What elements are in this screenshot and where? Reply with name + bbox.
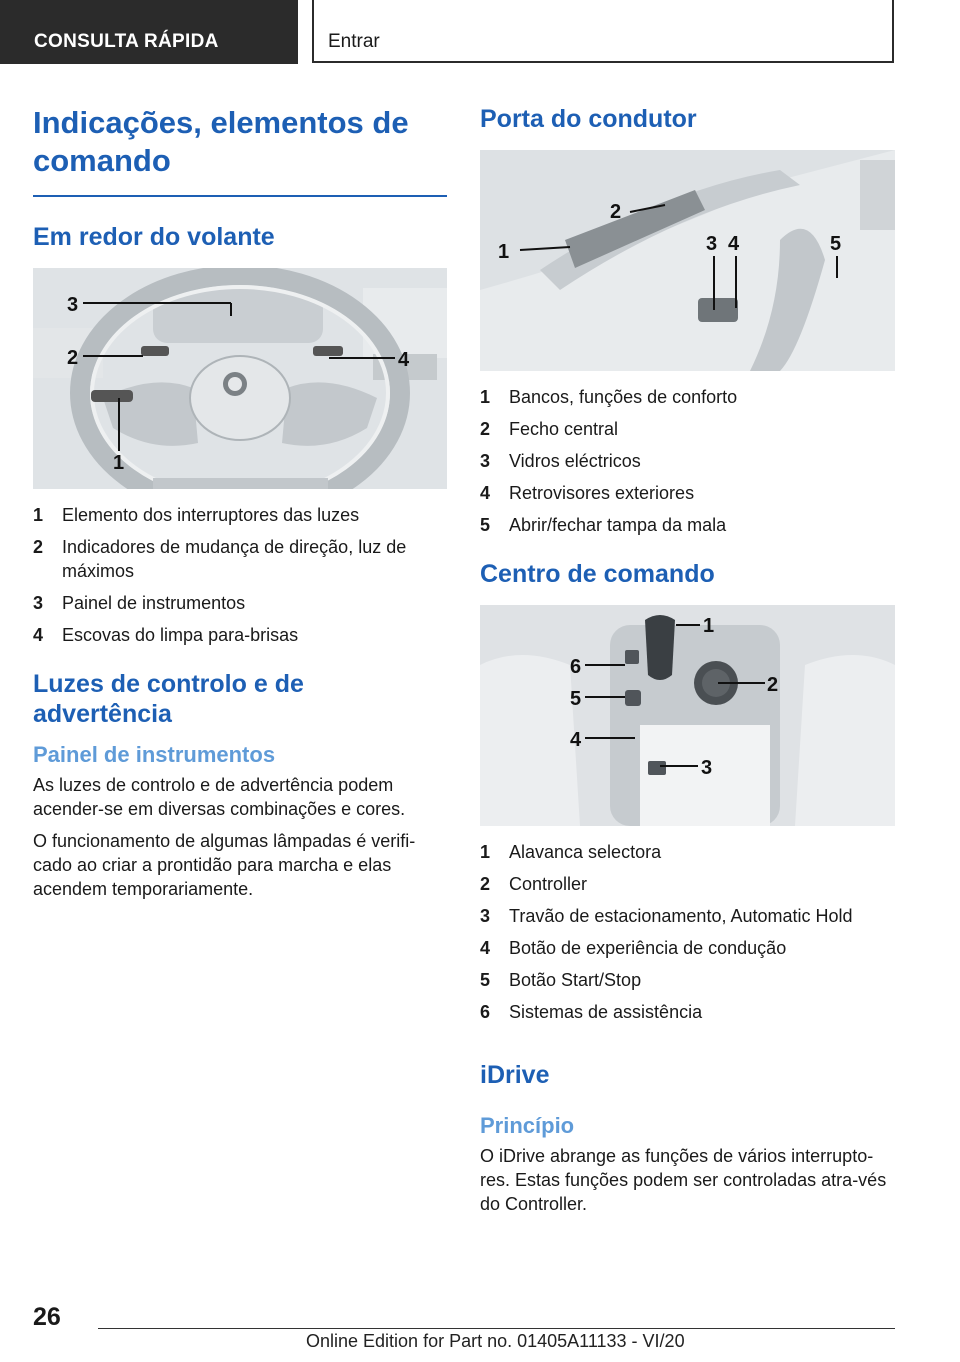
steering-callout-3: 3 (67, 294, 79, 316)
console-legend (480, 840, 895, 1024)
door-panel-figure (480, 150, 895, 371)
console-callout-4: 4 (570, 729, 582, 751)
page-number: 26 (33, 1303, 61, 1331)
list-item: 4 Retrovisores exteriores (480, 483, 695, 503)
idrive-heading: iDrive (480, 1061, 550, 1089)
list-item: 1 Bancos, funções de conforto (480, 387, 738, 407)
steering-heading: Em redor do volante (33, 223, 275, 251)
list-item: 2 Fecho central (480, 419, 619, 439)
console-callout-5: 5 (570, 688, 582, 710)
door-callout-3: 3 (706, 233, 718, 255)
footer-rule (98, 1328, 895, 1329)
page-title: Indicações, elementos de comando (33, 105, 409, 178)
principle-subheading: Princípio (480, 1113, 575, 1138)
steering-callout-2: 2 (67, 347, 79, 369)
idrive-paragraph: O iDrive abrange as funções de vários interrupto-res. Estas funções podem ser controladas atra-vés do Controller. (480, 1146, 887, 1214)
list-item: 6 Sistemas de assistência (480, 1002, 703, 1022)
section-label: CONSULTA RÁPIDA (34, 31, 219, 52)
door-heading: Porta do condutor (480, 105, 697, 133)
door-callout-5: 5 (830, 233, 842, 255)
list-item: 3 Painel de instrumentos (33, 593, 246, 613)
steering-callout-1: 1 (113, 452, 125, 474)
list-item: 3 Vidros eléctricos (480, 451, 641, 471)
list-item: 4 Botão de experiência de condução (480, 938, 787, 958)
list-item: 2 Controller (480, 874, 588, 894)
console-figure (480, 605, 895, 826)
list-item: 4 Escovas do limpa para-brisas (33, 625, 299, 645)
warning-paragraph-1: As luzes de controlo e de advertência podem acender-se em diversas combinações e cores. (33, 775, 406, 819)
list-item: 2 Indicadores de mudança de direção, luz de máximos (33, 537, 407, 581)
console-callout-1: 1 (703, 615, 715, 637)
console-drawing (480, 605, 895, 826)
warning-heading: Luzes de controlo e de advertência (33, 670, 304, 728)
section-tab[interactable] (0, 0, 298, 64)
console-callout-6: 6 (570, 656, 582, 678)
steering-wheel-figure (33, 268, 447, 489)
steering-legend (33, 503, 447, 647)
list-item: 5 Botão Start/Stop (480, 970, 642, 990)
steering-callout-4: 4 (398, 349, 410, 371)
chapter-label: Entrar (328, 31, 380, 52)
console-callout-2: 2 (767, 674, 779, 696)
door-callout-1: 1 (498, 241, 510, 263)
warning-paragraph-2: O funcionamento de algumas lâmpadas é verifi-cado ao criar a prontidão para marcha e elas acendem temporariamente. (33, 831, 416, 899)
instrument-subheading: Painel de instrumentos (33, 742, 276, 767)
title-rule (33, 195, 447, 197)
door-panel-drawing (480, 150, 895, 371)
door-callout-4: 4 (728, 233, 740, 255)
steering-wheel-drawing (33, 268, 447, 489)
list-item: 1 Elemento dos interruptores das luzes (33, 505, 360, 525)
left-column (33, 104, 447, 901)
list-item: 5 Abrir/fechar tampa da mala (480, 515, 727, 535)
list-item: 1 Alavanca selectora (480, 842, 662, 862)
door-legend (480, 385, 895, 537)
door-callout-2: 2 (610, 201, 622, 223)
console-callout-3: 3 (701, 757, 713, 779)
right-column (480, 104, 895, 1216)
list-item: 3 Travão de estacionamento, Automatic Hold (480, 906, 853, 926)
edition-note: Online Edition for Part no. 01405A11133 - VI/20 (306, 1331, 685, 1351)
console-heading: Centro de comando (480, 560, 715, 588)
chapter-tab[interactable] (312, 0, 894, 63)
